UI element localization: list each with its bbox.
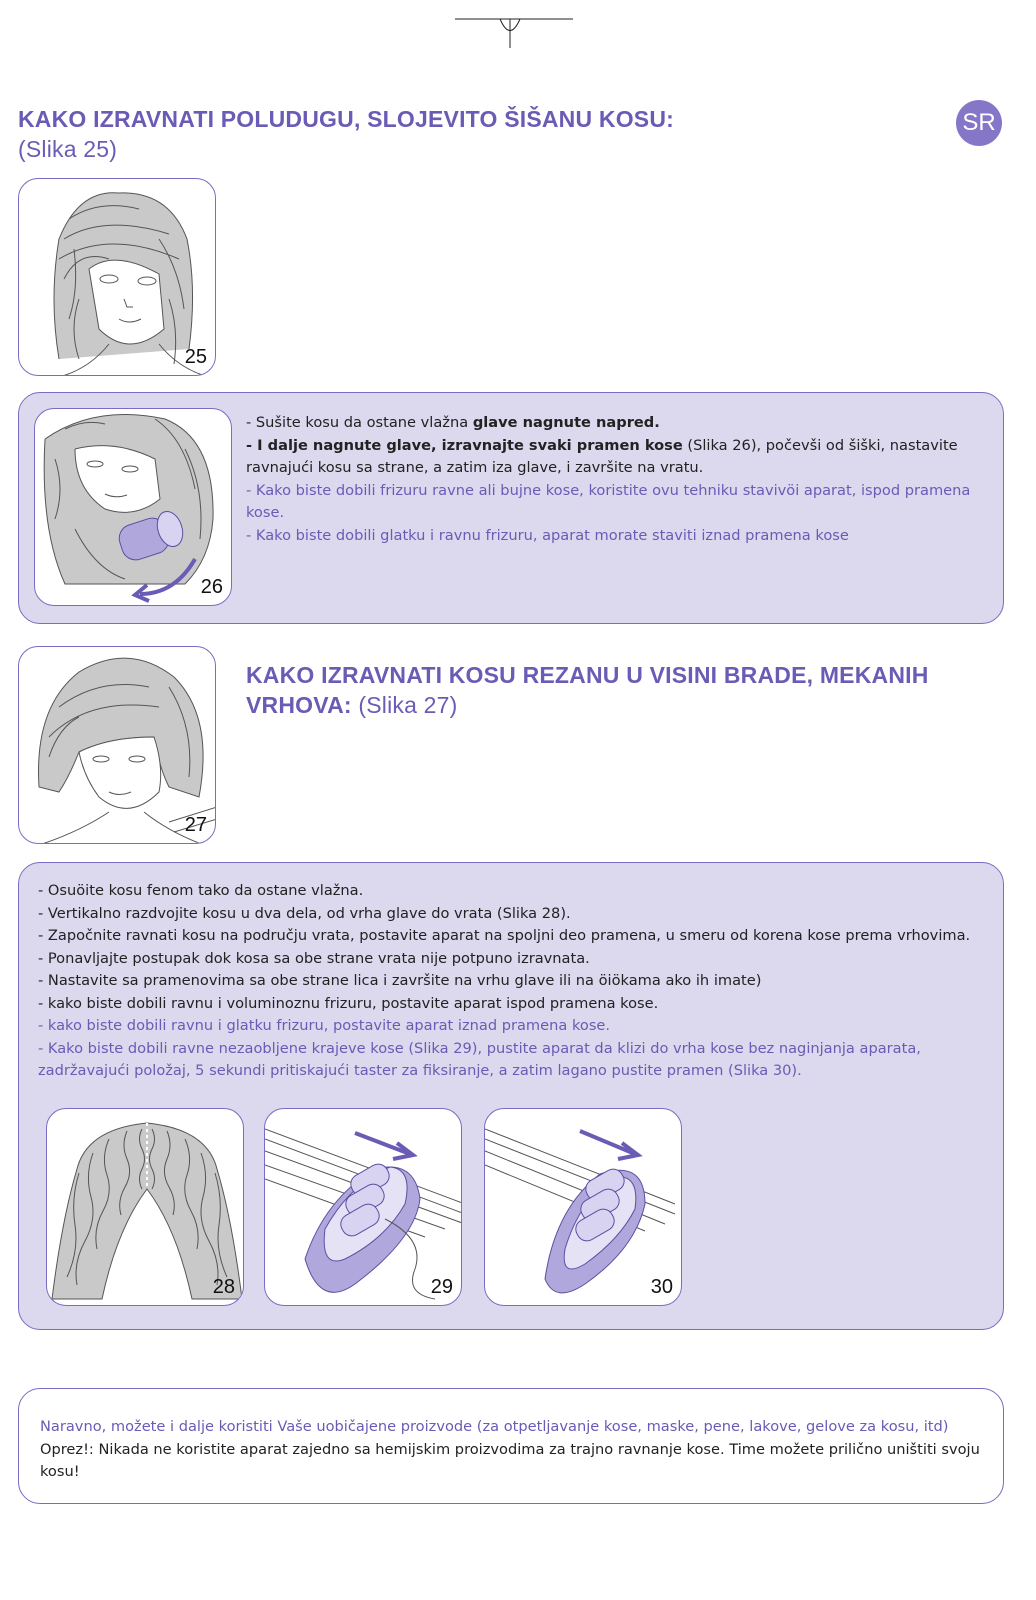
figure-25 xyxy=(18,178,216,376)
instruction-emphasis: - I dalje nagnute glave, izravnajte svaki pramen kose xyxy=(246,436,683,454)
instruction-line: - Kako biste dobili frizuru ravne ali bujne kose, koristite ovu tehniku stavivöi aparat, ispod pramena kose. xyxy=(246,481,971,521)
figure-number: 30 xyxy=(650,1276,673,1298)
panel-1-instructions xyxy=(246,412,986,547)
figure-28 xyxy=(46,1108,244,1306)
instruction-text: (Slika 26), počevši od šiški, nastavite ravnajući kosu sa strane, a zatim iza glave, i završite na vratu. xyxy=(246,436,958,476)
instruction-line: - Započnite ravnati kosu na području vrata, postavite aparat na spoljni deo pramena, u smeru od korena kose prema vrhovima. xyxy=(38,927,971,944)
note-warning-line: Oprez!: Nikada ne koristite aparat zajedno sa hemijskim proizvodima za trajno ravnanje kose. Time možete prilično uništiti svoju kosu! xyxy=(40,1440,980,1480)
figure-number: 29 xyxy=(430,1276,453,1298)
instruction-text: - Sušite kosu da ostane vlažna xyxy=(246,414,473,431)
instruction-line xyxy=(246,435,986,480)
figure-30 xyxy=(484,1108,682,1306)
section-title-medium-layered xyxy=(18,104,674,164)
figure-number: 25 xyxy=(184,346,207,368)
instruction-line: - Ponavljajte postupak dok kosa sa obe strane vrata nije potpuno izravnata. xyxy=(38,949,590,967)
language-badge: SR xyxy=(956,100,1002,146)
crop-mark xyxy=(455,10,575,55)
instruction-line: - Kako biste dobili ravne nezaobljene krajeve kose (Slika 29), pustite aparat da klizi do vrha kose bez naginjanja aparata, zadržavajući položaj, 5 sekundi pritiskajući taster za fiksiranje, a zatim lagano pustite pramen (Slika 30). xyxy=(38,1039,921,1079)
section-figure-ref: (Slika 27) xyxy=(358,692,458,718)
panel-2-instructions xyxy=(38,880,998,1083)
section-title-text: KAKO IZRAVNATI KOSU REZANU U VISINI BRADE, MEKANIH VRHOVA: xyxy=(246,662,929,718)
figure-29 xyxy=(264,1108,462,1306)
instruction-line: - Osuöite kosu fenom tako da ostane vlažna. xyxy=(38,882,364,899)
section-title-chin-length xyxy=(246,660,986,720)
instruction-line: - kako biste dobili ravnu i glatku frizuru, postavite aparat iznad pramena kose. xyxy=(38,1017,611,1034)
instruction-line: - kako biste dobili ravnu i voluminoznu frizuru, postavite aparat ispod pramena kose. xyxy=(38,994,659,1012)
instruction-line xyxy=(246,412,986,435)
instruction-line: - Kako biste dobili glatku i ravnu frizuru, aparat morate staviti iznad pramena kose xyxy=(246,526,849,544)
figure-26 xyxy=(34,408,232,606)
note-products-line: Naravno, možete i dalje koristiti Vaše uobičajene proizvode (za otpetljavanje kose, maske, pene, lakove, gelove za kosu, itd) xyxy=(40,1418,949,1435)
figure-number: 27 xyxy=(184,814,207,836)
instruction-line: - Nastavite sa pramenovima sa obe strane lica i završite na vrhu glave ili na öiökama ako ih imate) xyxy=(38,972,762,989)
figure-number: 28 xyxy=(212,1276,235,1298)
figure-number: 26 xyxy=(200,576,223,598)
note-text xyxy=(40,1416,990,1484)
figure-27 xyxy=(18,646,216,844)
instruction-line: - Vertikalno razdvojite kosu u dva dela, od vrha glave do vrata (Slika 28). xyxy=(38,904,571,922)
instruction-emphasis: glave nagnute napred. xyxy=(472,414,660,431)
section-figure-ref: (Slika 25) xyxy=(18,136,118,162)
section-title-text: KAKO IZRAVNATI POLUDUGU, SLOJEVITO ŠIŠANU KOSU: xyxy=(18,106,674,132)
